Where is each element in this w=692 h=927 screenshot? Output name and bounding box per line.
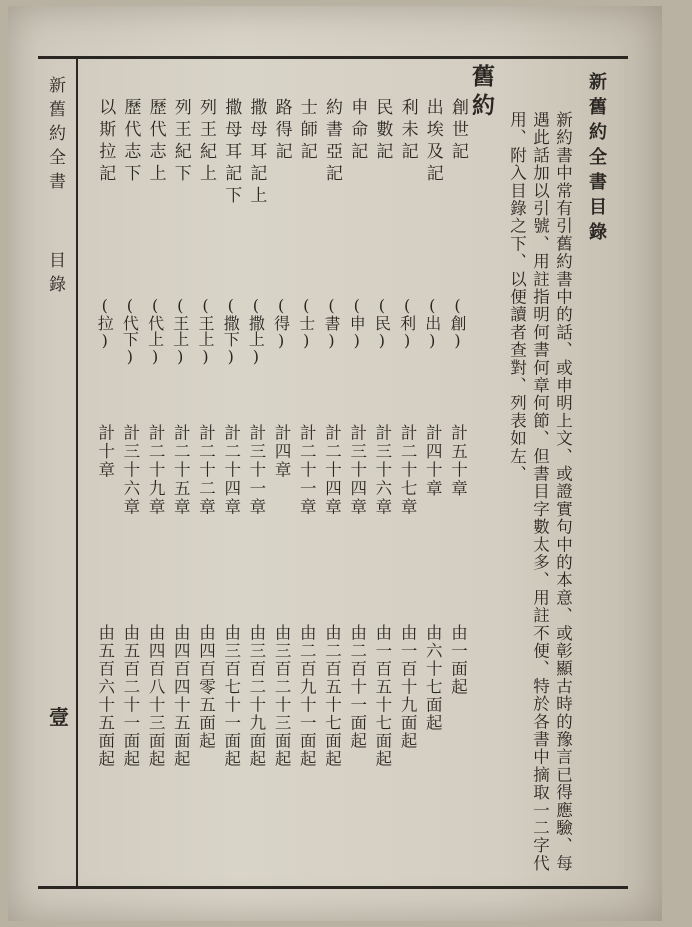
book-chapters: 計三十一章	[246, 424, 266, 517]
book-abbr: (拉)	[95, 296, 115, 350]
book-name: 以斯拉記	[95, 98, 116, 186]
book-name: 約書亞記	[322, 98, 342, 186]
page-header: 新舊約全書目錄	[586, 72, 607, 247]
book-abbr: (民)	[372, 296, 392, 350]
book-name: 路得記	[271, 98, 292, 164]
book-chapters: 計四十章	[423, 424, 443, 498]
book-chapters: 計二十五章	[171, 424, 191, 517]
book-name: 民數記	[372, 98, 393, 164]
preface-line-3: 用、附入目錄之下、以便讀者查對、列表如左、	[507, 111, 527, 483]
margin-section: 目錄	[45, 251, 65, 299]
book-chapters: 計三十四章	[347, 424, 367, 517]
book-name: 歷代志上	[145, 98, 166, 186]
book-page-start: 由一百十九面起	[398, 624, 418, 750]
page-number: 壹	[49, 705, 69, 729]
book-page-start: 由六十七面起	[423, 624, 443, 732]
book-page-start: 由一面起	[448, 624, 468, 696]
book-page-start: 由一百五十七面起	[372, 624, 392, 768]
book-abbr: (出)	[422, 296, 442, 350]
book-chapters: 計二十四章	[221, 424, 241, 517]
bottom-rule	[38, 886, 628, 889]
book-chapters: 計三十六章	[120, 424, 140, 517]
book-name: 士師記	[296, 98, 317, 164]
book-name: 利未記	[397, 98, 418, 164]
book-chapters: 計二十九章	[146, 424, 166, 517]
book-chapters: 計二十二章	[196, 424, 216, 517]
preface-line-2: 遇此話加以引號、用註指明何書何章何節、但書目字數太多、用註不便、特於各書中摘取一二字代	[530, 111, 550, 873]
book-abbr: (代上)	[145, 296, 165, 366]
book-abbr: (撒上)	[246, 296, 266, 366]
book-abbr: (得)	[271, 296, 291, 350]
book-name: 申命記	[347, 98, 368, 164]
book-name: 歷代志下	[120, 98, 141, 186]
book-name: 列王紀上	[196, 98, 216, 186]
book-page-start: 由二百十一面起	[347, 624, 367, 750]
book-abbr: (代下)	[120, 296, 140, 366]
book-name: 列王紀下	[170, 98, 191, 186]
section-title: 舊約	[468, 64, 495, 122]
book-page-start: 由二百五十七面起	[322, 624, 342, 768]
book-abbr: (王上)	[196, 296, 215, 366]
preface-line-1: 新約書中常有引舊約書中的話、或申明上文、或證實句中的本意、或彰顯古時的豫言已得應驗、每	[553, 111, 573, 873]
book-abbr: (士)	[296, 296, 316, 350]
book-abbr: (書)	[322, 296, 341, 350]
book-abbr: (創)	[448, 296, 467, 350]
book-chapters: 計五十章	[448, 424, 468, 498]
book-chapters: 計三十六章	[372, 424, 392, 517]
book-name: 撒母耳記下	[221, 98, 242, 208]
book-page-start: 由四百八十三面起	[146, 624, 166, 768]
book-name: 撒母耳記上	[246, 98, 267, 208]
book-chapters: 計二十一章	[297, 424, 317, 517]
book-chapters: 計四章	[272, 424, 292, 480]
book-page-start: 由三百七十一面起	[221, 624, 241, 768]
book-page-start: 由三百二十九面起	[246, 624, 266, 768]
book-abbr: (撒下)	[221, 296, 241, 366]
book-page-start: 由五百二十一面起	[120, 624, 140, 768]
book-page-start: 由二百九十一面起	[297, 624, 317, 768]
book-name: 創世記	[448, 98, 468, 164]
book-page-start: 由四百零五面起	[196, 624, 216, 750]
book-abbr: (利)	[397, 296, 417, 350]
margin-book-title: 新舊約全書	[45, 76, 65, 196]
book-page-start: 由四百四十五面起	[171, 624, 191, 768]
book-abbr: (申)	[347, 296, 367, 350]
margin-divider	[76, 56, 78, 888]
book-abbr: (王上)	[170, 296, 190, 366]
book-page-start: 由五百六十五面起	[95, 624, 115, 768]
book-name: 出埃及記	[422, 98, 443, 186]
top-rule	[38, 56, 628, 59]
book-page-start: 由三百二十三面起	[272, 624, 292, 768]
book-chapters: 計二十七章	[398, 424, 418, 517]
book-chapters: 計十章	[95, 424, 115, 480]
book-chapters: 計二十四章	[322, 424, 342, 517]
book-page	[8, 6, 662, 921]
